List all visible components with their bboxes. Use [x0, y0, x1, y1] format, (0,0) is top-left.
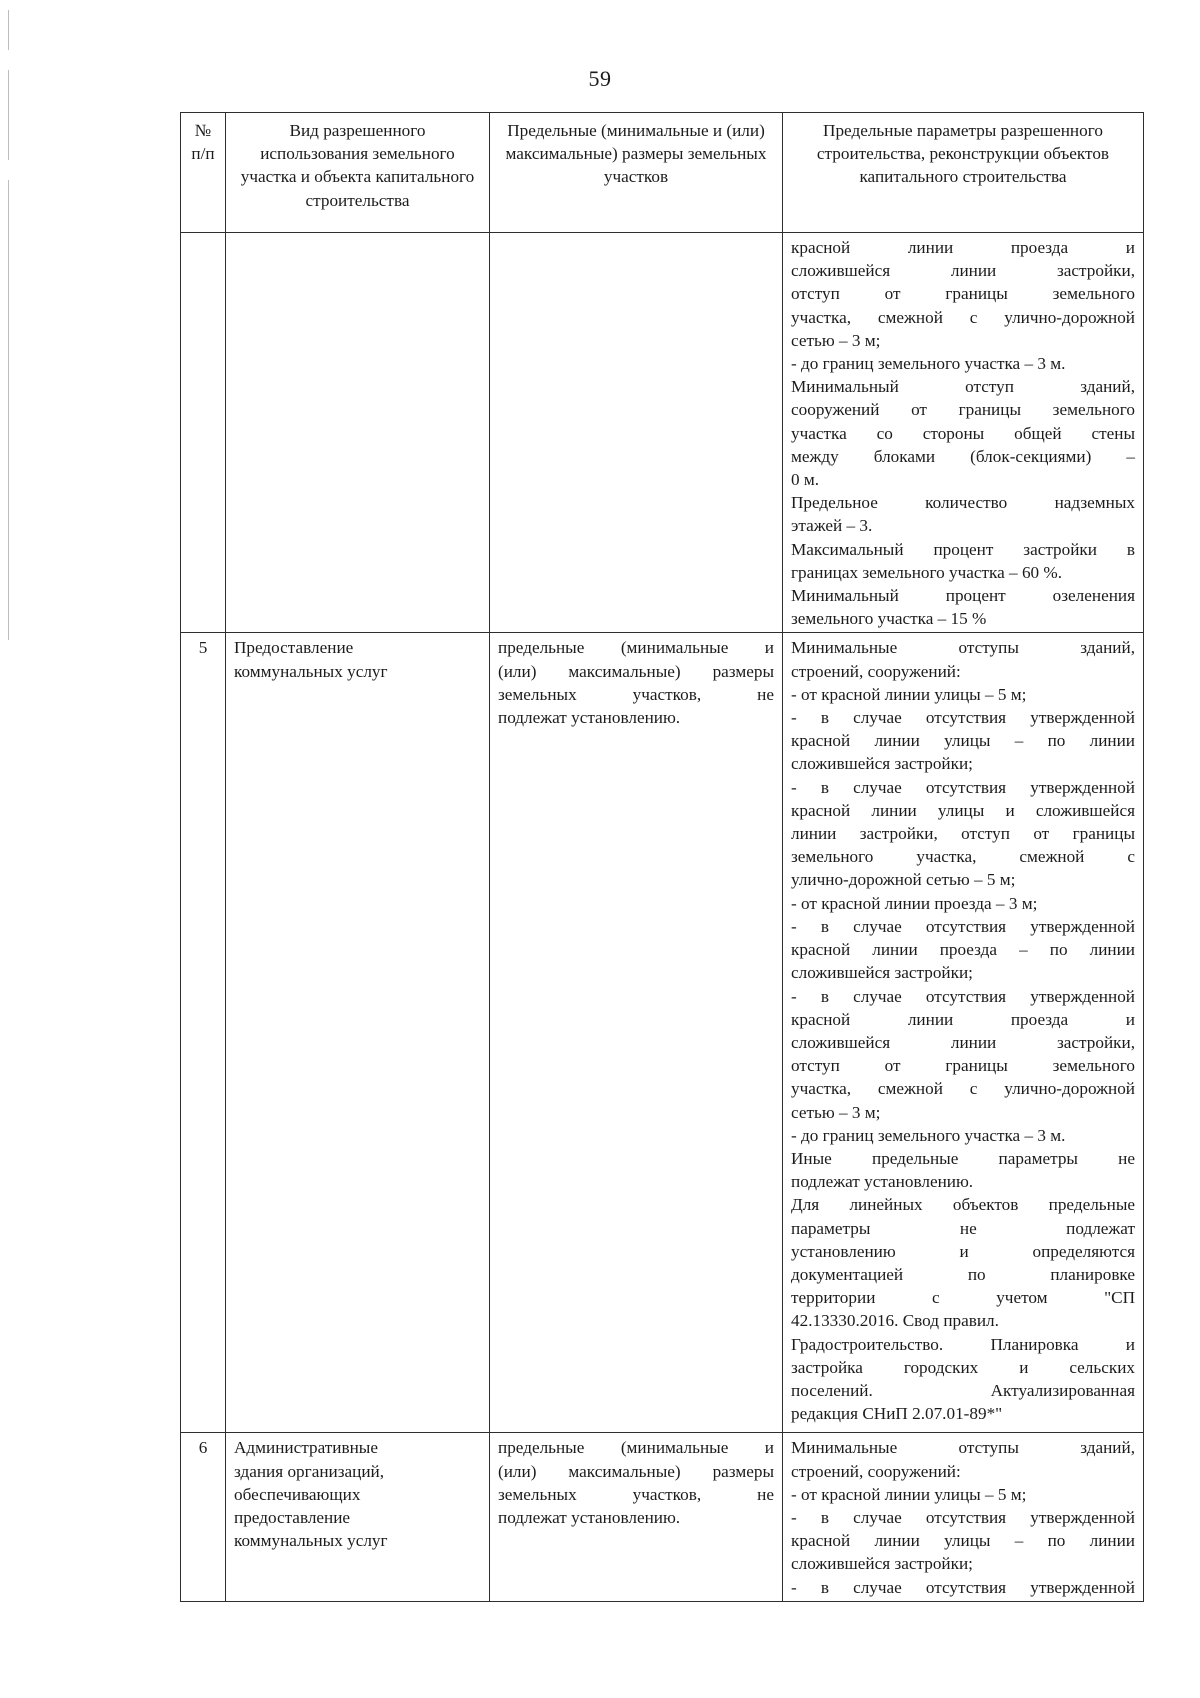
cell-text-line: 42.13330.2016. Свод правил. [791, 1311, 999, 1331]
use-type-cell [226, 633, 490, 1433]
cell-text-line: Градостроительство. Планировка и [791, 1334, 1135, 1354]
cell-text-line: документацией по планировке [791, 1264, 1135, 1284]
scan-edge-mark [8, 10, 9, 50]
cell-text-line: Минимальные отступы зданий, [791, 638, 1135, 658]
cell-text-line: улично-дорожной сетью – 5 м; [791, 870, 1016, 890]
cell-text-line: Минимальные отступы зданий, [791, 1438, 1135, 1458]
cell-text-line: сложившейся застройки; [791, 1554, 973, 1574]
cell-text-line: поселений. Актуализированная [791, 1380, 1135, 1400]
cell-text-line: (или) максимальные) размеры [498, 661, 774, 681]
cell-text-line: 0 м. [791, 470, 820, 490]
cell-text-line: красной линии проезда и [791, 238, 1135, 257]
row-number [181, 233, 226, 633]
table-row [181, 1433, 1144, 1601]
table-row [181, 633, 1144, 1433]
cell-text-line: отступ от границы земельного [791, 1056, 1135, 1076]
cell-text-line: сложившейся застройки; [791, 754, 973, 774]
cell-text-line: предоставление [234, 1508, 351, 1528]
cell-text-line: застройка городских и сельских [791, 1357, 1135, 1377]
cell-text-line: линии застройки, отступ от границы [791, 824, 1135, 844]
cell-text-line: предельные (минимальные и [498, 1438, 774, 1458]
plot-size-cell [490, 633, 783, 1433]
cell-text-line: между блоками (блок-секциями) – [791, 446, 1135, 466]
header-construction-params: Предельные параметры разрешенного строительства, реконструкции объектов капитального строительства [783, 113, 1144, 233]
header-plot-size: Предельные (минимальные и (или) максимальные) размеры земельных участков [490, 113, 783, 233]
cell-text-line: Максимальный процент застройки в [791, 539, 1135, 559]
construction-params-cell [783, 233, 1144, 633]
cell-text-line: земельного участка, смежной с [791, 847, 1135, 867]
table-row [181, 233, 1144, 633]
cell-text-line: подлежат установлению. [498, 708, 681, 728]
cell-text-line: красной линии улицы – по линии [791, 1531, 1135, 1551]
cell-text-line: строений, сооружений: [791, 661, 961, 681]
cell-text-line: сложившейся линии застройки, [791, 1032, 1135, 1052]
cell-text-line: - от красной линии улицы – 5 м; [791, 684, 1027, 704]
cell-text-line: земельного участка – 15 % [791, 609, 987, 629]
cell-text-line: - в случае отсутствия утвержденной [791, 777, 1135, 797]
cell-text-line: участка со стороны общей стены [791, 423, 1135, 443]
cell-text-line: сетью – 3 м; [791, 330, 881, 350]
cell-text-line: подлежат установлению. [498, 1508, 681, 1528]
cell-text-line: коммунальных услуг [234, 1531, 388, 1551]
cell-text-line: Для линейных объектов предельные [791, 1195, 1135, 1215]
cell-text-line: земельных участков, не [498, 1484, 774, 1504]
cell-text-line: красной линии улицы – по линии [791, 731, 1135, 751]
cell-text-line: (или) максимальные) размеры [498, 1461, 774, 1481]
cell-text-line: земельных участков, не [498, 684, 774, 704]
row-number: 6 [181, 1433, 226, 1601]
table-body [181, 233, 1144, 1602]
cell-text-line: - от красной линии улицы – 5 м; [791, 1484, 1027, 1504]
cell-text-line: коммунальных услуг [234, 661, 388, 681]
cell-text-line: участка, смежной с улично-дорожной [791, 1079, 1135, 1099]
cell-text-line: отступ от границы земельного [791, 284, 1135, 304]
cell-text-line: здания организаций, [234, 1461, 385, 1481]
cell-text-line: сетью – 3 м; [791, 1102, 881, 1122]
use-type-cell [226, 1433, 490, 1601]
cell-text-line: красной линии улицы и сложившейся [791, 800, 1135, 820]
cell-text-line: Административные [234, 1438, 378, 1458]
cell-text-line: - в случае отсутствия утвержденной [791, 1577, 1135, 1597]
row-number: 5 [181, 633, 226, 1433]
cell-text-line: Предельное количество надземных [791, 493, 1135, 513]
cell-text-line: Минимальный отступ зданий, [791, 377, 1135, 397]
cell-text-line: параметры не подлежат [791, 1218, 1135, 1238]
construction-params-cell [783, 1433, 1144, 1601]
cell-text-line: обеспечивающих [234, 1484, 361, 1504]
cell-text-line: - в случае отсутствия утвержденной [791, 708, 1135, 728]
cell-text-line: сооружений от границы земельного [791, 400, 1135, 420]
scan-edge-mark [8, 180, 9, 640]
cell-text-line: участка, смежной с улично-дорожной [791, 307, 1135, 327]
cell-text-line: подлежат установлению. [791, 1172, 974, 1192]
cell-text-line: территории с учетом "СП [791, 1288, 1135, 1308]
cell-text-line: Иные предельные параметры не [791, 1148, 1135, 1168]
cell-text-line: установлению и определяются [791, 1241, 1135, 1261]
cell-text-line: красной линии проезда и [791, 1009, 1135, 1029]
cell-text-line: красной линии проезда – по линии [791, 940, 1135, 960]
construction-params-cell [783, 633, 1144, 1433]
cell-text-line: редакция СНиП 2.07.01-89*" [791, 1404, 1003, 1424]
use-type-cell [226, 233, 490, 633]
cell-text-line: - в случае отсутствия утвержденной [791, 1508, 1135, 1528]
page-number: 59 [588, 66, 612, 91]
header-number: № п/п [181, 113, 226, 233]
cell-text-line: предельные (минимальные и [498, 638, 774, 658]
table-header-row [181, 113, 1144, 233]
land-use-regulations-table [180, 112, 1144, 1602]
cell-text-line: Минимальный процент озеленения [791, 586, 1135, 606]
cell-text-line: этажей – 3. [791, 516, 873, 536]
plot-size-cell [490, 233, 783, 633]
cell-text-line: строений, сооружений: [791, 1461, 961, 1481]
plot-size-cell [490, 1433, 783, 1601]
cell-text-line: - в случае отсутствия утвержденной [791, 916, 1135, 936]
header-use-type: Вид разрешенного использования земельного участка и объекта капитального строительства [226, 113, 490, 233]
cell-text-line: границах земельного участка – 60 %. [791, 562, 1063, 582]
cell-text-line: - до границ земельного участка – 3 м. [791, 354, 1066, 374]
cell-text-line: сложившейся линии застройки, [791, 261, 1135, 281]
cell-text-line: - до границ земельного участка – 3 м. [791, 1125, 1066, 1145]
cell-text-line: Предоставление [234, 638, 354, 658]
cell-text-line: - от красной линии проезда – 3 м; [791, 893, 1038, 913]
cell-text-line: сложившейся застройки; [791, 963, 973, 983]
cell-text-line: - в случае отсутствия утвержденной [791, 986, 1135, 1006]
